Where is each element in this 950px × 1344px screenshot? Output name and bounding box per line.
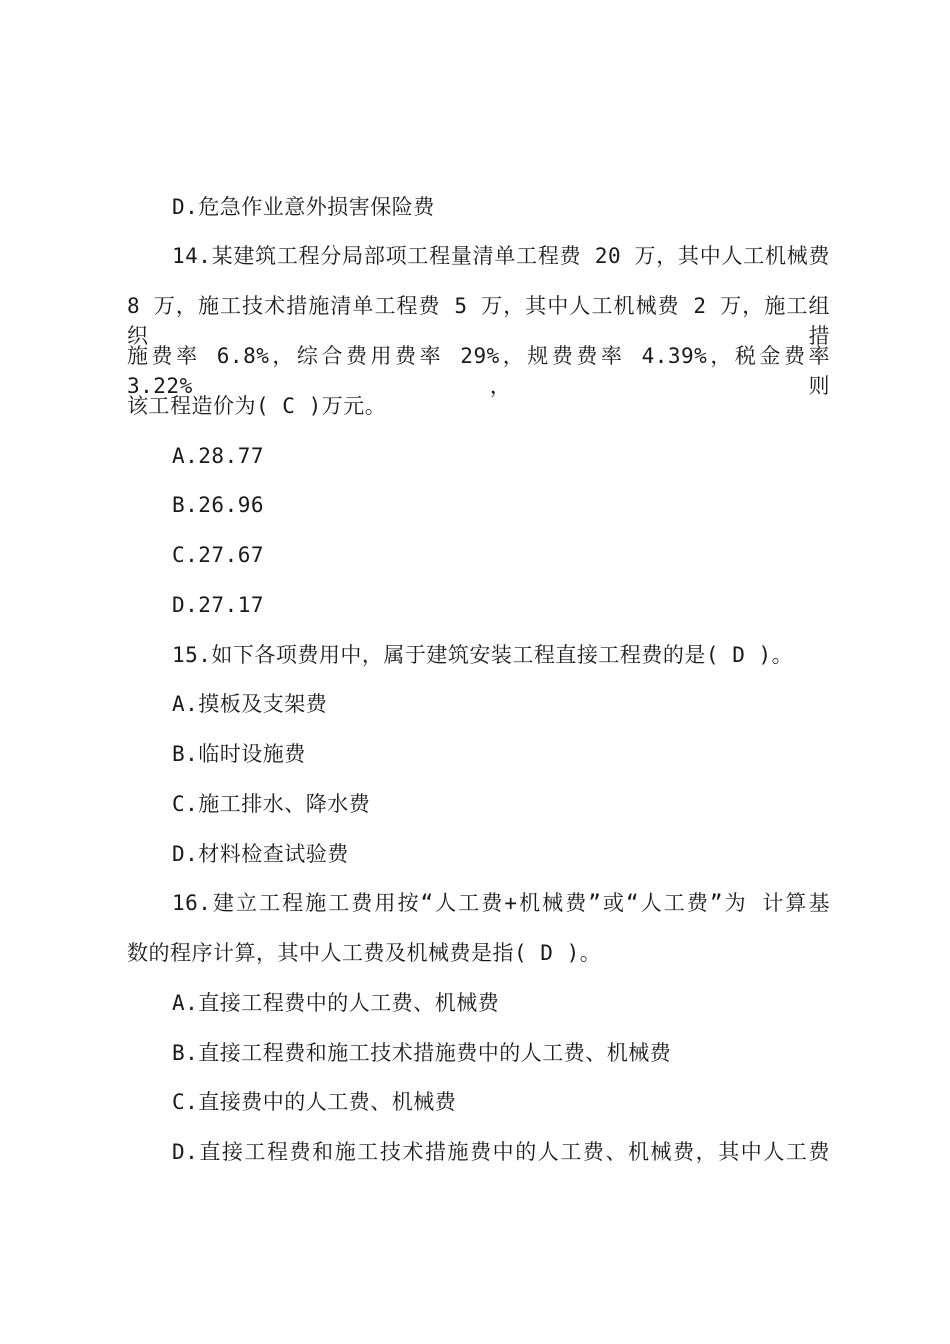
q14-option-a: A.28.77	[172, 444, 265, 468]
q14-question-line-2: 8 万，施工技术措施清单工程费 5 万，其中人工机械费 2 万，施工组织措	[127, 294, 830, 348]
q14-option-b: B.26.96	[172, 493, 265, 517]
q15-question: 15.如下各项费用中，属于建筑安装工程直接工程费的是( D )。	[172, 643, 794, 667]
q14-option-d: D.27.17	[172, 593, 265, 617]
q15-option-b: B.临时设施费	[172, 742, 306, 766]
q16-question-line-2: 数的程序计算，其中人工费及机械费是指( D )。	[127, 941, 602, 965]
q16-option-d: D.直接工程费和施工技术措施费中的人工费、机械费，其中人工费	[172, 1140, 830, 1164]
q15-option-d: D.材料检查试验费	[172, 842, 349, 866]
q14-option-c: C.27.67	[172, 543, 265, 567]
q14-question-line-1: 14.某建筑工程分局部项工程量清单工程费 20 万，其中人工机械费	[172, 244, 830, 268]
q14-question-line-3: 施费率 6.8%，综合费用费率 29%，规费费率 4.39%，税金费率 3.22%，则	[127, 344, 830, 398]
q15-option-c: C.施工排水、降水费	[172, 792, 371, 816]
q14-question-line-4: 该工程造价为( C )万元。	[127, 394, 387, 418]
q16-option-a: A.直接工程费中的人工费、机械费	[172, 991, 500, 1015]
q16-option-c: C.直接费中的人工费、机械费	[172, 1090, 457, 1114]
q16-option-b: B.直接工程费和施工技术措施费中的人工费、机械费	[172, 1041, 672, 1065]
q15-option-a: A.摸板及支架费	[172, 692, 328, 716]
q16-question-line-1: 16.建立工程施工费用按“人工费+机械费”或“人工费”为 计算基	[172, 891, 830, 915]
q13-option-d: D.危急作业意外损害保险费	[172, 195, 435, 219]
